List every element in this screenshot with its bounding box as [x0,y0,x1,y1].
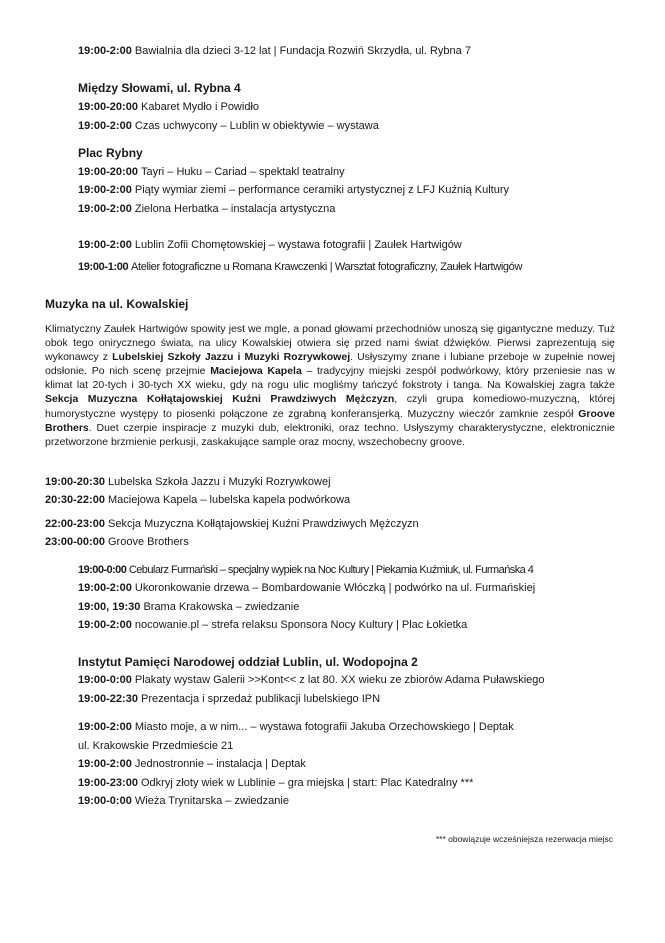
event-row [78,202,335,216]
event-time: 19:00-0:00 [78,795,135,807]
event-row [78,165,345,179]
event-row [78,692,380,706]
event-row [78,183,509,197]
event-row [78,581,535,595]
event-row [78,260,522,274]
event-title: Cebularz Furmański – specjalny wypiek na Noc Kultury | Piekarnia Kuźmiuk, ul. Furmańska 4 [128,564,534,576]
performer-name: Sekcja Muzyczna Kołłątajowskiej Kuźni Prawdziwych Mężczyzn [45,393,395,406]
event-title: Kabaret Mydło i Powidło [141,101,260,113]
event-time: 19:00-0:00 [78,674,135,686]
event-title: Maciejowa Kapela – lubelska kapela podwórkowa [108,494,351,506]
event-time: 19:00-23:00 [78,777,141,789]
performer-name: Lubelskiej Szkoły Jazzu i Muzyki Rozrywkowej [112,351,351,364]
event-row [78,673,545,687]
event-row [45,475,331,489]
event-row [45,517,419,531]
event-time: 19:00-20:00 [78,166,141,178]
performer-name: Maciejowa Kapela [210,365,302,378]
event-time: 19:00-2:00 [78,239,135,251]
event-row [78,618,467,632]
section-heading: Plac Rybny [78,146,143,160]
event-row [78,600,299,614]
event-title: Bawialnia dla dzieci 3-12 lat | Fundacja Rozwiń Skrzydła, ul. Rybna 7 [134,45,471,57]
event-title: Tayri – Huku – Cariad – spektakl teatralny [141,166,345,178]
event-row [78,100,259,114]
event-row [78,44,471,58]
event-time: 19:00-0:00 [78,564,129,576]
event-time: 19:00-22:30 [78,693,141,705]
event-title: Miasto moje, a w nim... – wystawa fotografii Jakuba Orzechowskiego | Deptak [134,721,514,733]
event-time: 19:00-2:00 [78,203,135,215]
event-time: 19:00-20:30 [45,476,108,488]
event-time: 20:30-22:00 [45,494,108,506]
event-row [78,776,473,790]
description-text: . Usłyszymy znane i lubiane przeboje w zupełnie nowej odsłonie. Po nich scenę przejmie [45,351,615,378]
performer-name: Groove Brothers [45,407,615,434]
event-row [78,119,379,133]
event-title: Jednostronnie – instalacja | Deptak [134,758,306,770]
event-time: 19:00-2:00 [78,120,135,132]
section-heading: Między Słowami, ul. Rybna 4 [78,81,241,95]
event-row-continuation: ul. Krakowskie Przedmieście 21 [78,740,234,752]
event-time: 19:00-2:00 [78,184,135,196]
event-title: Lublin Zofii Chomętowskiej – wystawa fotografii | Zaułek Hartwigów [134,239,462,251]
event-time: 19:00-2:00 [78,721,135,733]
event-row [45,535,189,549]
event-time: 19:00-20:00 [78,101,141,113]
event-title: Ukoronkowanie drzewa – Bombardowanie Włóczką | podwórko na ul. Furmańskiej [134,582,536,594]
music-description [45,322,615,449]
event-time: 19:00-2:00 [78,619,135,631]
event-title: Lubelska Szkoła Jazzu i Muzyki Rozrywkowej [108,476,331,488]
event-title: Brama Krakowska – zwiedzanie [143,601,300,613]
event-row [78,563,533,577]
event-title: Groove Brothers [108,536,189,548]
event-title: Prezentacja i sprzedaż publikacji lubelskiego IPN [141,693,381,705]
event-time: 19:00, 19:30 [78,601,144,613]
section-heading: Muzyka na ul. Kowalskiej [45,297,189,311]
event-time: 19:00-2:00 [78,582,135,594]
event-time: 19:00-2:00 [78,758,135,770]
event-title: Odkryj złoty wiek w Lublinie – gra miejska | start: Plac Katedralny *** [141,777,474,789]
event-title: nocowanie.pl – strefa relaksu Sponsora Nocy Kultury | Plac Łokietka [134,619,468,631]
event-title: Czas uchwycony – Lublin w obiektywie – wystawa [134,120,379,132]
event-title: Plakaty wystaw Galerii >>Kont<< z lat 80. XX wieku ze zbiorów Adama Puławskiego [134,674,545,686]
event-time: 19:00-1:00 [78,261,132,273]
event-row [78,794,289,808]
description-text: , czyli grupa komediowo-muzyczną, której humorystyczne występy to piosenki połączone ze zgrabną konferansjerką. Muzyczny wieczór zamknie zespół [45,393,615,420]
event-row [78,757,306,771]
event-title: Wieża Trynitarska – zwiedzanie [134,795,289,807]
event-row [45,493,350,507]
event-time: 22:00-23:00 [45,518,108,530]
description-text: Klimatyczny Zaułek Hartwigów spowity jest we mgle, a ponad głowami przechodniów unoszą się gigantyczne meduzy. Tuż obok tego onirycznego świata, na ulicy Kowalskiej otwiera się przed nami świat dźwięków. Pierwsi zaprezentują się wykonawcy z [45,323,615,364]
description-text: – tradycyjny miejski zespół podwórkowy, który przeniesie nas w klimat lat 20-tych i 30-tych XX wieku, gdy na rogu ulic mogliśmy tańczyć fokstroty i tanga. Na Kowalskiej zagra także [45,365,616,392]
event-title: Zielona Herbatka – instalacja artystyczna [134,203,336,215]
event-title: Atelier fotograficzne u Romana Krawczenki | Warsztat fotograficzny, Zaułek Hartwigów [131,261,523,273]
event-title: Sekcja Muzyczna Kołłątajowskiej Kuźni Prawdziwych Mężczyzn [108,518,419,530]
event-time: 23:00-00:00 [45,536,108,548]
event-row [78,238,462,252]
event-title: Piąty wymiar ziemi – performance ceramiki artystycznej z LFJ Kuźnią Kultury [134,184,509,196]
footnote: *** obowiązuje wcześniejsza rezerwacja miejsc [435,834,613,844]
event-row [78,720,514,734]
description-text: . Duet czerpie inspiracje z muzyki dub, elektroniki, oraz techno. Usłyszymy charakterystyczne, elektronicznie przetworzone brzmienie perkusji, zaskakujące sample oraz mocny, wszechobecny groove. [45,421,615,448]
event-time: 19:00-2:00 [78,45,135,57]
section-heading: Instytut Pamięci Narodowej oddział Lublin, ul. Wodopojna 2 [78,655,418,669]
